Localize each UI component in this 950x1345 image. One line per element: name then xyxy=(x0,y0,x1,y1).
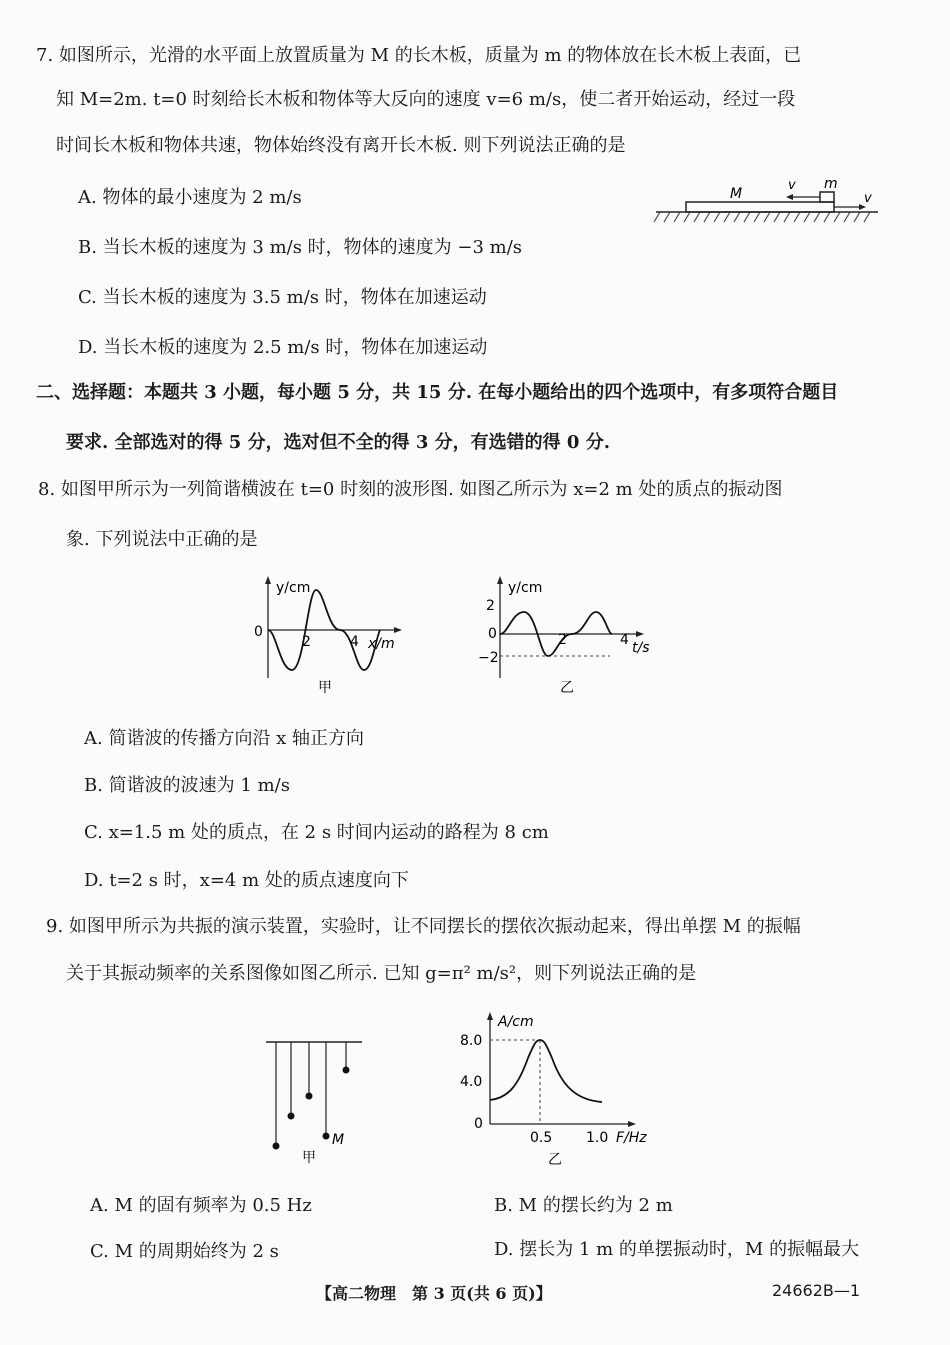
label-m: m xyxy=(824,176,838,192)
label-v-board: v xyxy=(864,191,872,206)
q9-option-b: B. M 的摆长约为 2 m xyxy=(494,1195,673,1216)
q8-figure-b xyxy=(478,574,664,696)
q9-stem-line1: 9. 如图甲所示为共振的演示装置，实验时，让不同摆长的摆依次振动起来，得出单摆 M 的振幅 xyxy=(46,916,801,937)
section2-heading-line1: 二、选择题：本题共 3 小题，每小题 5 分，共 15 分. 在每小题给出的四个选项中，有多项符合题目 xyxy=(36,382,839,403)
fig-b-caption: 乙 xyxy=(560,680,574,696)
resonance-caption: 乙 xyxy=(548,1152,562,1168)
q8-stem-line2: 象. 下列说法中正确的是 xyxy=(66,529,258,550)
svg-text:0: 0 xyxy=(488,626,497,642)
q9-resonance-chart xyxy=(452,1006,666,1170)
svg-text:t/s: t/s xyxy=(632,640,650,656)
q8-stem-line1: 8. 如图甲所示为一列简谐横波在 t=0 时刻的波形图. 如图乙所示为 x=2 m 处的质点的振动图 xyxy=(38,479,783,500)
q9-option-c: C. M 的周期始终为 2 s xyxy=(90,1241,279,1262)
svg-text:0: 0 xyxy=(474,1116,483,1132)
svg-text:−2: −2 xyxy=(478,650,499,666)
q9-option-a: A. M 的固有频率为 0.5 Hz xyxy=(90,1195,312,1216)
q7-stem-line1: 7. 如图所示，光滑的水平面上放置质量为 M 的长木板，质量为 m 的物体放在长木板上表面，已 xyxy=(36,45,802,66)
q7-stem-line2: 知 M=2m. t=0 时刻给长木板和物体等大反向的速度 v=6 m/s，使二者开始运动，经过一段 xyxy=(56,89,796,110)
long-board xyxy=(686,202,834,212)
svg-text:y/cm: y/cm xyxy=(276,580,311,596)
pendulum-bob xyxy=(273,1143,280,1150)
q7-option-c: C. 当长木板的速度为 3.5 m/s 时，物体在加速运动 xyxy=(78,287,487,308)
svg-text:2: 2 xyxy=(486,598,495,614)
label-v-block: v xyxy=(788,178,796,193)
svg-text:F/Hz: F/Hz xyxy=(616,1130,647,1146)
footer-code: 24662B—1 xyxy=(772,1281,861,1300)
section2-heading-line2: 要求. 全部选对的得 5 分，选对但不全的得 3 分，有选错的得 0 分. xyxy=(66,432,610,453)
pendulum-bob-M xyxy=(323,1133,330,1140)
q7-stem-line3: 时间长木板和物体共速，物体始终没有离开长木板. 则下列说法正确的是 xyxy=(56,135,626,156)
label-M: M xyxy=(730,186,743,202)
svg-text:x/m: x/m xyxy=(368,636,395,652)
q7-option-b: B. 当长木板的速度为 3 m/s 时，物体的速度为 −3 m/s xyxy=(78,237,523,258)
pendulum-caption: 甲 xyxy=(302,1150,316,1166)
footer-page-info: 【高二物理 第 3 页(共 6 页)】 xyxy=(316,1284,552,1303)
q8-option-c: C. x=1.5 m 处的质点，在 2 s 时间内运动的路程为 8 cm xyxy=(84,822,549,843)
q7-option-d: D. 当长木板的速度为 2.5 m/s 时，物体在加速运动 xyxy=(78,337,488,358)
q9-option-d: D. 摆长为 1 m 的单摆振动时，M 的振幅最大 xyxy=(494,1239,860,1260)
pendulum-bob xyxy=(343,1067,350,1074)
small-block xyxy=(820,192,834,202)
q8-option-d: D. t=2 s 时，x=4 m 处的质点速度向下 xyxy=(84,870,409,891)
svg-text:4: 4 xyxy=(350,634,359,650)
resonance-curve xyxy=(490,1040,602,1102)
svg-text:8.0: 8.0 xyxy=(460,1033,483,1049)
svg-text:A/cm: A/cm xyxy=(498,1014,534,1030)
svg-text:M: M xyxy=(332,1132,345,1148)
svg-text:1.0: 1.0 xyxy=(586,1130,609,1146)
q7-option-a: A. 物体的最小速度为 2 m/s xyxy=(78,187,302,208)
q7-board-figure xyxy=(650,172,890,234)
svg-text:y/cm: y/cm xyxy=(508,580,543,596)
svg-text:2: 2 xyxy=(558,632,567,648)
svg-text:0: 0 xyxy=(254,624,263,640)
fig-a-caption: 甲 xyxy=(318,680,332,696)
q9-stem-line2: 关于其振动频率的关系图像如图乙所示. 已知 g=π² m/s²，则下列说法正确的是 xyxy=(66,963,697,984)
svg-text:4: 4 xyxy=(620,632,629,648)
pendulum-bob xyxy=(288,1113,295,1120)
svg-text:4.0: 4.0 xyxy=(460,1074,483,1090)
svg-text:2: 2 xyxy=(302,634,311,650)
q9-pendulum-figure xyxy=(262,1036,372,1166)
pendulum-bob xyxy=(306,1093,313,1100)
svg-text:0.5: 0.5 xyxy=(530,1130,553,1146)
q8-option-a: A. 简谐波的传播方向沿 x 轴正方向 xyxy=(84,728,365,749)
q8-figure-a xyxy=(248,574,418,696)
q8-option-b: B. 简谐波的波速为 1 m/s xyxy=(84,775,290,796)
